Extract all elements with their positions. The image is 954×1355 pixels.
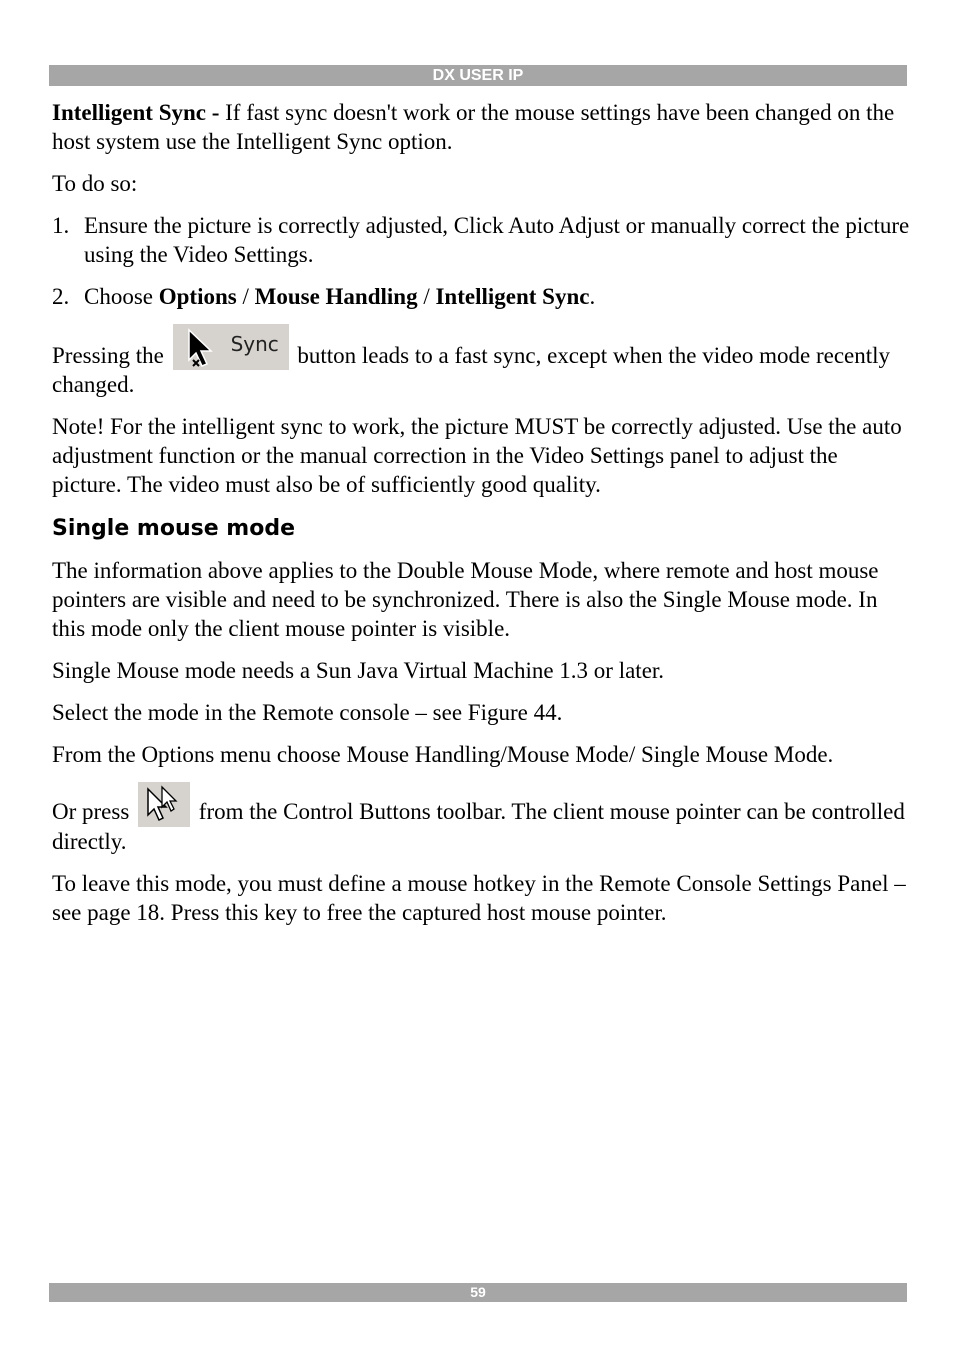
note-paragraph: Note! For the intelligent sync to work, the picture MUST be correctly adjusted. Use the auto adjustment function or the manual correction in the Video Settings panel to adjust the picture. The video must also be of sufficiently good quality.	[52, 414, 902, 497]
paragraph: To leave this mode, you must define a mouse hotkey in the Remote Console Settings Panel – see page 18. Press this key to free the captured host mouse pointer.	[52, 871, 906, 925]
separator: /	[417, 284, 436, 309]
pressing-before: Pressing the	[52, 343, 170, 368]
single-mouse-button-image	[138, 782, 190, 827]
step-prefix: Choose	[84, 284, 159, 309]
paragraph: The information above applies to the Double Mouse Mode, where remote and host mouse pointers are visible and need to be synchronized. There is also the Single Mouse mode. In this mode only the client mouse pointer is visible.	[52, 558, 879, 641]
sync-button-image	[173, 324, 289, 370]
intelligent-sync-paragraph	[52, 98, 912, 156]
list-item	[52, 211, 912, 269]
page-number: 59	[470, 1284, 486, 1300]
list-text: Ensure the picture is correctly adjusted, Click Auto Adjust or manually correct the picture using the Video Settings.	[84, 213, 910, 267]
page-footer	[49, 1283, 907, 1302]
paragraph: From the Options menu choose Mouse Handling/Mouse Mode/ Single Mouse Mode.	[52, 742, 834, 767]
step-suffix: .	[589, 284, 596, 309]
intelligent-sync-label: Intelligent Sync -	[52, 100, 220, 125]
or-press-before: Or press	[52, 799, 136, 824]
sync-button-label: Sync	[230, 332, 279, 356]
paragraph: Select the mode in the Remote console – see Figure 44.	[52, 700, 563, 725]
list-number: 2.	[52, 284, 70, 309]
menu-options: Options	[158, 284, 237, 309]
intelligent-sync-text: If fast sync doesn't work or the mouse settings have been changed on the host system use the Intelligent Sync option.	[52, 100, 895, 154]
single-mouse-icon	[142, 785, 186, 825]
pressing-after: button leads to a fast sync, except when the video mode recently changed.	[52, 343, 891, 397]
section-heading: Single mouse mode	[52, 516, 295, 541]
list-number: 1.	[52, 213, 70, 238]
list-item	[52, 282, 912, 311]
page-content	[52, 98, 912, 940]
header-title: DX USER IP	[432, 67, 524, 84]
or-press-paragraph	[52, 782, 912, 856]
list-text	[84, 282, 912, 311]
separator: /	[236, 284, 255, 309]
menu-intelligent-sync: Intelligent Sync	[435, 284, 590, 309]
cursor-sync-icon	[185, 328, 225, 368]
paragraph: Single Mouse mode needs a Sun Java Virtual Machine 1.3 or later.	[52, 658, 665, 683]
or-press-after: from the Control Buttons toolbar. The client mouse pointer can be controlled directly.	[52, 799, 905, 854]
menu-mouse-handling: Mouse Handling	[254, 284, 418, 309]
page-header	[49, 65, 907, 86]
to-do-so: To do so:	[52, 171, 138, 196]
pressing-paragraph	[52, 324, 912, 399]
